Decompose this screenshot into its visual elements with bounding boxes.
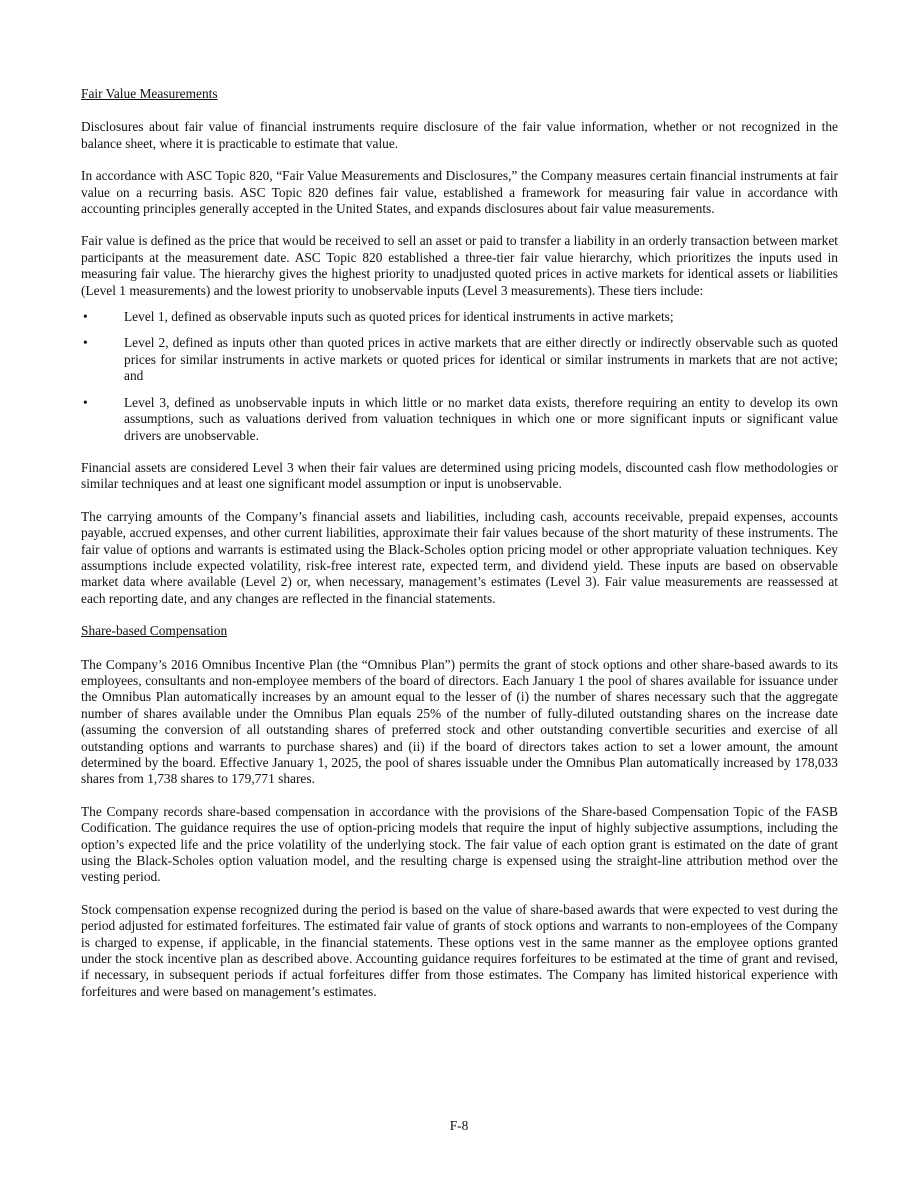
paragraph: In accordance with ASC Topic 820, “Fair Value Measurements and Disclosures,” the Company measures certain financial instruments at fair value on a recurring basis. ASC Topic 820 defines fair value, established a framework for measuring fair value in accordance with accounting principles generally accepted in the United States, and expands disclosures about fair value measurements. <box>81 168 838 217</box>
section-heading-share-based-compensation: Share-based Compensation <box>81 623 228 639</box>
fair-value-levels-list <box>81 309 838 444</box>
bullet-icon: • <box>83 335 88 351</box>
list-item <box>81 335 838 384</box>
bullet-icon: • <box>83 309 88 325</box>
paragraph: Financial assets are considered Level 3 when their fair values are determined using pricing models, discounted cash flow methodologies or similar techniques and at least one significant model assumption or input is unobservable. <box>81 459 838 492</box>
paragraph: The Company’s 2016 Omnibus Incentive Plan (the “Omnibus Plan”) permits the grant of stock options and other share-based awards to its employees, consultants and non-employee members of the board of directors. Each January 1 the pool of shares available for issuance under the Omnibus Plan automatically increases by an amount equal to the lesser of (i) the number of shares necessary such that the aggregate number of shares available under the Omnibus Plan equals 25% of the number of fully-diluted outstanding shares on the increase date (assuming the conversion of all outstanding shares of preferred stock and other outstanding convertible securities and exercise of all outstanding options and warrants to purchase shares) and (ii) if the board of directors takes action to set a lower amount, the amount determined by the board. Effective January 1, 2025, the pool of shares issuable under the Omnibus Plan automatically increased by 178,033 shares from 1,738 shares to 179,771 shares. <box>81 656 838 787</box>
paragraph: Stock compensation expense recognized during the period is based on the value of share-based awards that were expected to vest during the period adjusted for estimated forfeitures. The estimated fair value of grants of stock options and warrants to non-employees of the Company is charged to expense, if applicable, in the financial statements. These options vest in the same manner as the employee options granted under the stock incentive plan as described above. Accounting guidance requires forfeitures to be estimated at the time of grant and revised, if necessary, in subsequent periods if actual forfeitures differ from those estimates. The Company has limited historical experience with forfeitures and were based on management’s estimates. <box>81 901 838 999</box>
page-number: F-8 <box>449 1118 469 1133</box>
list-item <box>81 309 838 325</box>
list-item <box>81 395 838 444</box>
paragraph: Disclosures about fair value of financial instruments require disclosure of the fair value information, whether or not recognized in the balance sheet, where it is practicable to estimate that value. <box>81 119 838 151</box>
bullet-icon: • <box>83 394 88 410</box>
paragraph: The carrying amounts of the Company’s financial assets and liabilities, including cash, accounts receivable, prepaid expenses, accounts payable, accrued expenses, and other current liabilities, approximate their fair values because of the short maturity of these instruments. The fair value of options and warrants is estimated using the Black-Scholes option pricing model or other appropriate valuation techniques. Key assumptions include expected volatility, risk-free interest rate, expected term, and dividend yield. These inputs are based on observable market data where available (Level 2) or, when necessary, management’s estimates (Level 3). Fair value measurements are reassessed at each reporting date, and any changes are reflected in the financial statements. <box>81 508 838 606</box>
list-item-text: Level 1, defined as observable inputs such as quoted prices for identical instruments in active markets; <box>124 309 674 325</box>
section-heading-fair-value: Fair Value Measurements <box>81 86 218 101</box>
paragraph: The Company records share-based compensation in accordance with the provisions of the Share-based Compensation Topic of the FASB Codification. The guidance requires the use of option-pricing models that require the input of highly subjective assumptions, including the option’s expected life and the price volatility of the underlying stock. The fair value of each option grant is estimated on the date of grant using the Black-Scholes option valuation model, and the resulting charge is expensed using the straight-line attribution method over the vesting period. <box>81 803 838 885</box>
list-item-text: Level 3, defined as unobservable inputs in which little or no market data exists, therefore requiring an entity to develop its own assumptions, such as valuations derived from valuation techniques in which one or more significant inputs or significant value drivers are unobservable. <box>124 394 838 443</box>
paragraph: Fair value is defined as the price that would be received to sell an asset or paid to transfer a liability in an orderly transaction between market participants at the measurement date. ASC Topic 820 established a three-tier fair value hierarchy, which prioritizes the inputs used in measuring fair value. The hierarchy gives the highest priority to unadjusted quoted prices in active markets for identical assets or liabilities (Level 1 measurements) and the lowest priority to unobservable inputs (Level 3 measurements). These tiers include: <box>81 233 838 298</box>
list-item-text: Level 2, defined as inputs other than quoted prices in active markets that are either directly or indirectly observable such as quoted prices for similar instruments in active markets or quoted prices for identical or similar instruments in markets that are not active; and <box>124 335 838 384</box>
document-page <box>81 86 838 1016</box>
